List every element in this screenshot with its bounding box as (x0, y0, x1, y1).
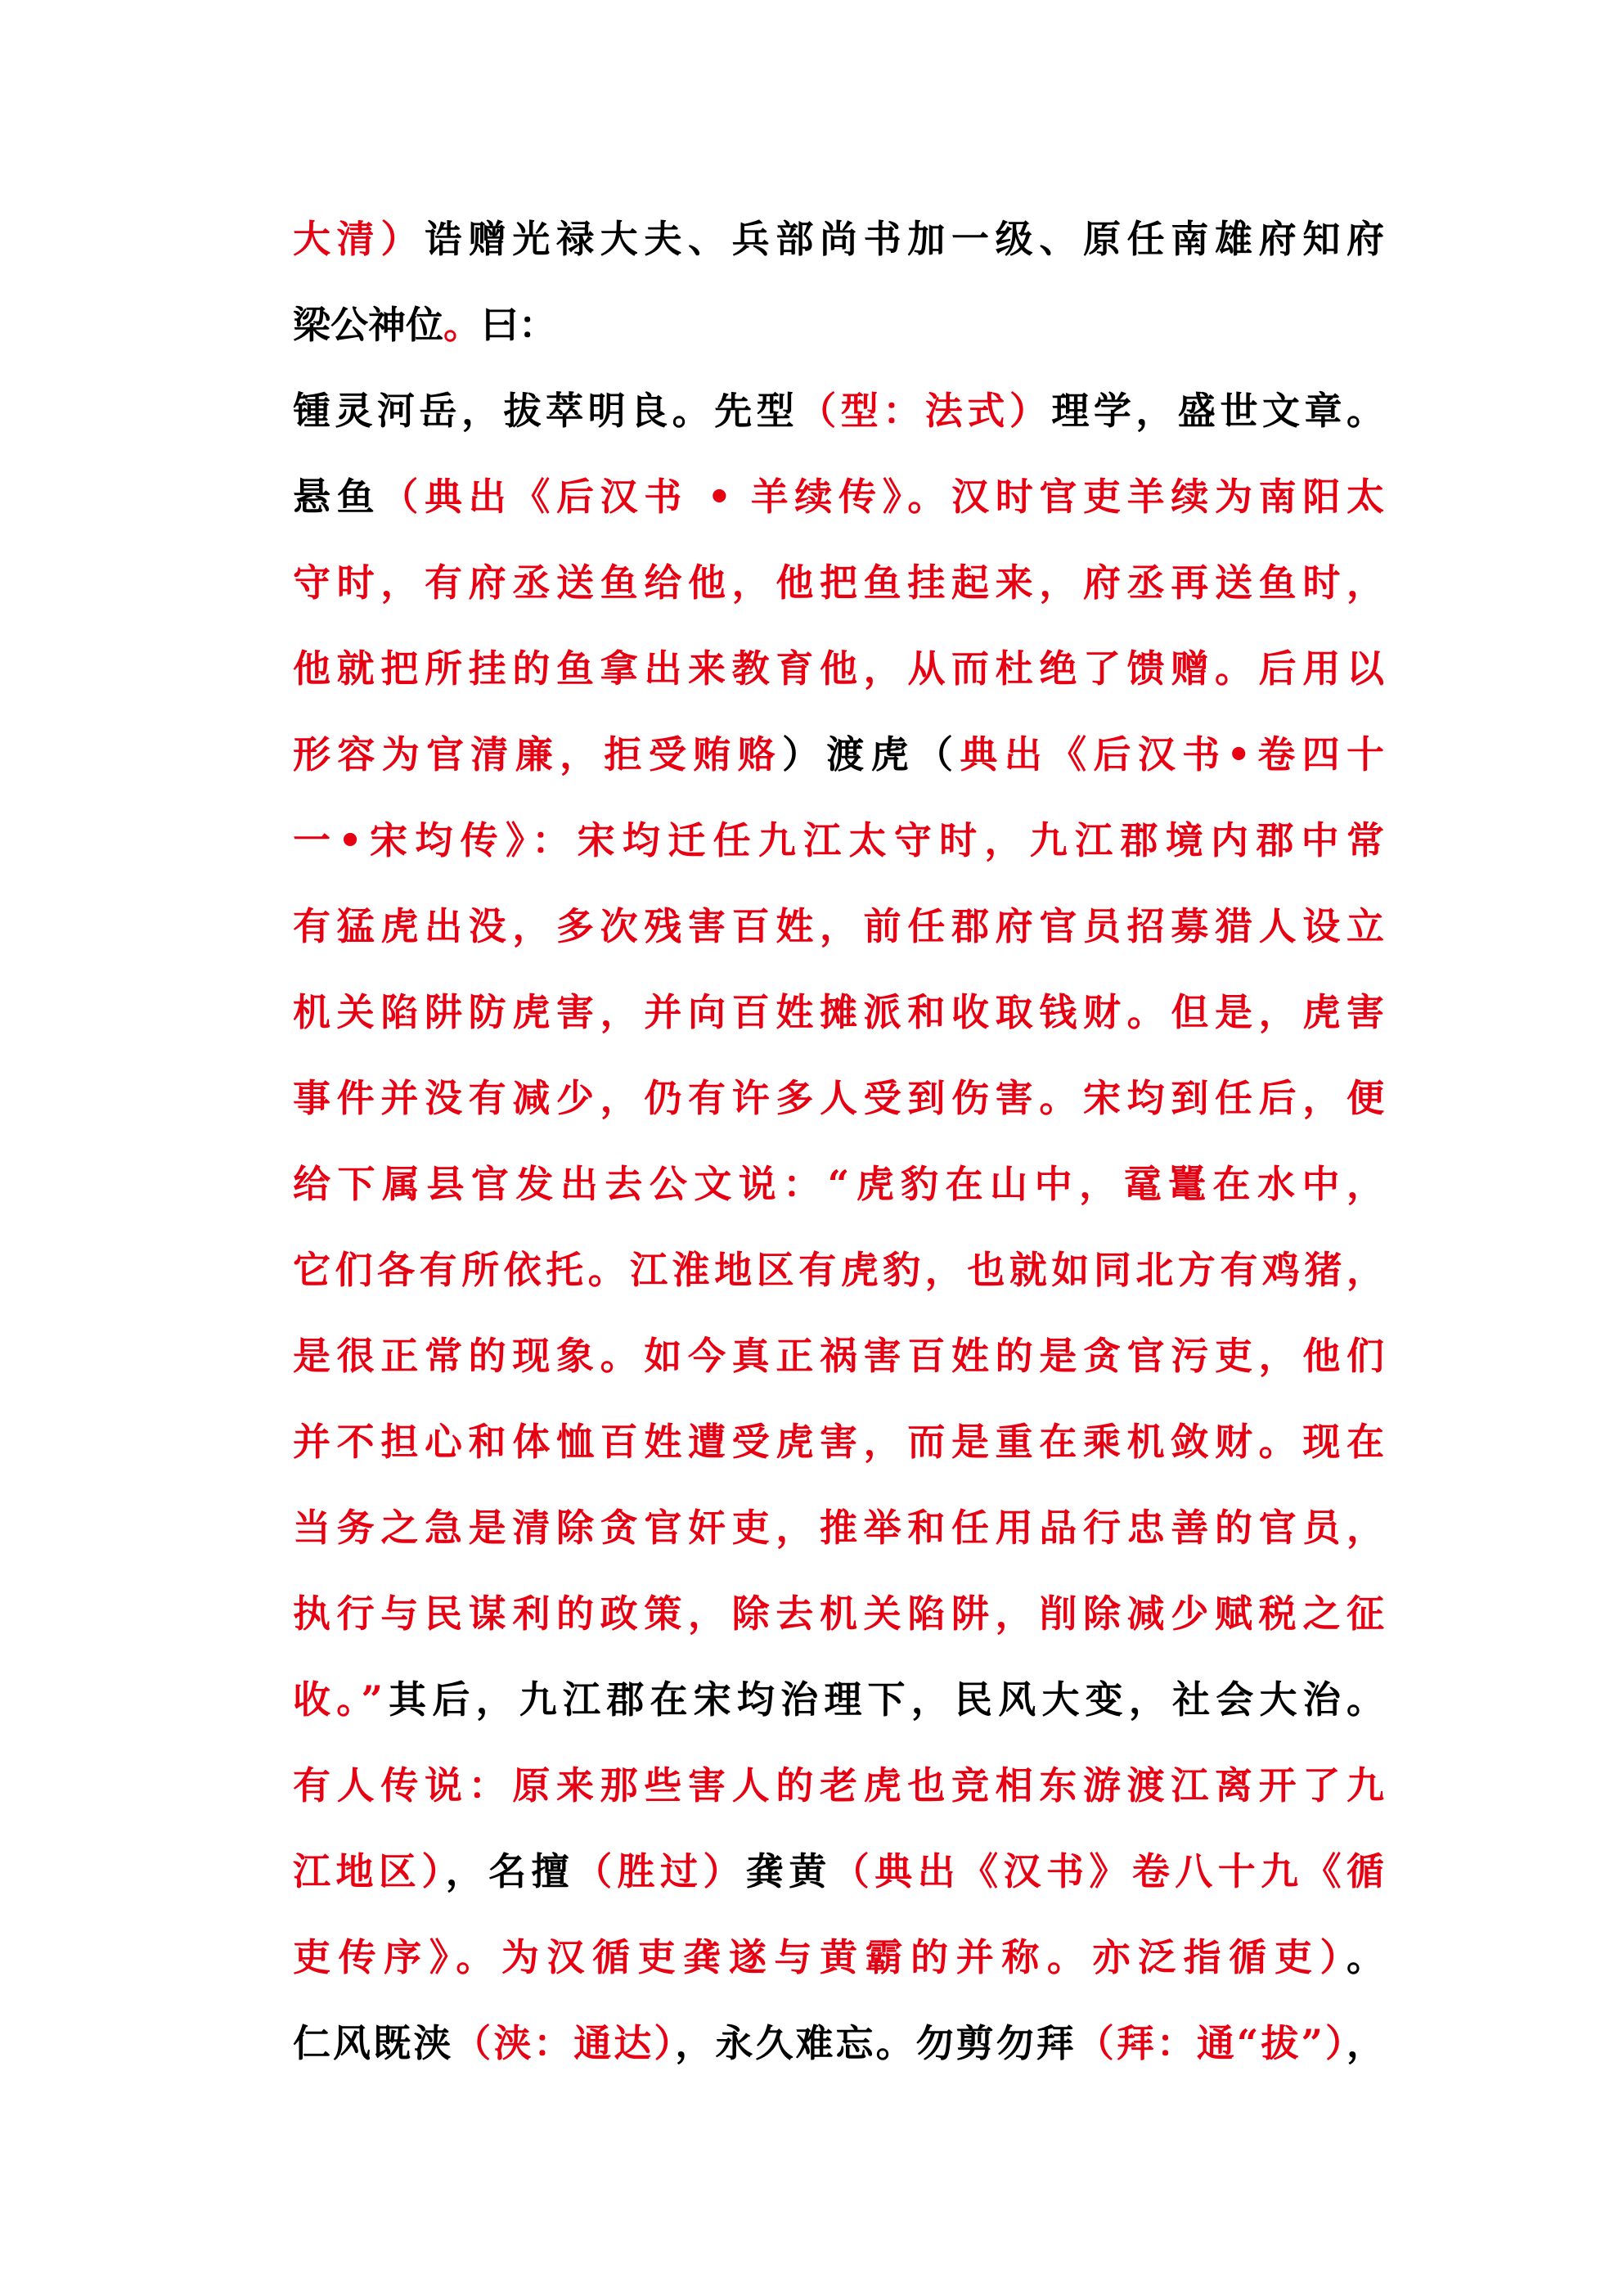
annotation-text: （型：法式） (798, 389, 1052, 433)
annotation-text: 收。” (293, 1677, 383, 1722)
main-text: 悬鱼 (293, 475, 381, 519)
annotation-text: 典出《后汉书•卷四十 (960, 732, 1384, 777)
main-text: 其后，九江郡在宋均治理下，民风大变，社会大治。 (382, 1677, 1384, 1722)
annotation-text: 一•宋均传》：宋均迁任九江太守时，九江郡境内郡中常 (293, 818, 1384, 862)
annotation-text: （拜：通“拔”） (1076, 2021, 1347, 2065)
main-text: 诰赠光禄大夫、兵部尚书加一级、原任南雄府知府 (425, 217, 1384, 261)
text-body (293, 196, 1384, 2087)
main-text: 锺灵河岳，拔萃明良。先型 (293, 389, 799, 433)
annotation-text: 。 (443, 303, 481, 347)
text-line (293, 368, 1384, 454)
annotation-text: 有猛虎出没，多次残害百姓，前任郡府官员招募猎人设立 (293, 904, 1384, 948)
text-line (293, 196, 1384, 282)
annotation-text: 他就把所挂的鱼拿出来教育他，从而杜绝了馈赠。后用以 (293, 646, 1384, 691)
text-line (293, 1056, 1384, 1141)
text-line (293, 1227, 1384, 1313)
annotation-text: （浃：通达） (453, 2021, 676, 2065)
main-text: 曰： (481, 303, 556, 347)
text-line (293, 282, 1384, 368)
text-line (293, 1141, 1384, 1227)
annotation-text: 大清） (293, 217, 425, 261)
text-line (293, 1743, 1384, 1829)
main-text: 。 (1347, 1935, 1384, 1979)
text-line (293, 970, 1384, 1056)
annotation-text: （胜过） (574, 1849, 746, 1893)
annotation-text: 给下属县官发出去公文说：“虎豹在山中，鼋鼍在水中， (293, 1162, 1384, 1206)
main-text: ）渡虎（ (781, 732, 960, 777)
text-line (293, 454, 1384, 540)
annotation-text: 执行与民谋利的政策，除去机关陷阱，削除减少赋税之征 (293, 1591, 1384, 1636)
main-text: 龚黄 (745, 1849, 832, 1893)
text-line (293, 1485, 1384, 1571)
main-text: ，名擅 (445, 1849, 575, 1893)
annotation-text: 事件并没有减少，仍有许多人受到伤害。宋均到任后，便 (293, 1076, 1384, 1120)
text-line (293, 1313, 1384, 1399)
main-text: ， (1347, 2021, 1384, 2065)
annotation-text: （典出《汉书》卷八十九《循 (831, 1849, 1384, 1893)
text-line (293, 712, 1384, 798)
annotation-text: 机关陷阱防虎害，并向百姓摊派和收取钱财。但是，虎害 (293, 990, 1384, 1034)
main-text: 仁风既浃 (293, 2021, 454, 2065)
annotation-text: 当务之急是清除贪官奸吏，推举和任用品行忠善的官员， (293, 1506, 1384, 1550)
main-text: 梁公神位 (293, 303, 443, 347)
annotation-text: 它们各有所依托。江淮地区有虎豹，也就如同北方有鸡猪， (293, 1248, 1384, 1292)
text-line (293, 540, 1384, 626)
annotation-text: 并不担心和体恤百姓遭受虎害，而是重在乘机敛财。现在 (293, 1420, 1384, 1464)
text-line (293, 1829, 1384, 1915)
text-line (293, 1657, 1384, 1743)
annotation-text: 形容为官清廉，拒受贿赂 (293, 732, 782, 777)
annotation-text: （典出《后汉书 • 羊续传》。汉时官吏羊续为南阳太 (380, 475, 1384, 519)
text-line (293, 1399, 1384, 1485)
text-line (293, 2001, 1384, 2087)
annotation-text: 有人传说：原来那些害人的老虎也竞相东游渡江离开了九 (293, 1763, 1384, 1808)
annotation-text: 吏传序》。为汉循吏龚遂与黄霸的并称。亦泛指循吏） (293, 1935, 1347, 1979)
text-line (293, 884, 1384, 970)
text-line (293, 1915, 1384, 2001)
text-line (293, 626, 1384, 712)
main-text: ，永久难忘。勿剪勿拜 (675, 2021, 1077, 2065)
text-line (293, 1571, 1384, 1657)
text-line (293, 798, 1384, 884)
annotation-text: 江地区） (293, 1849, 446, 1893)
annotation-text: 是很正常的现象。如今真正祸害百姓的是贪官污吏，他们 (293, 1334, 1384, 1378)
main-text: 理学，盛世文章。 (1051, 389, 1384, 433)
annotation-text: 守时，有府丞送鱼给他，他把鱼挂起来，府丞再送鱼时， (293, 560, 1384, 605)
